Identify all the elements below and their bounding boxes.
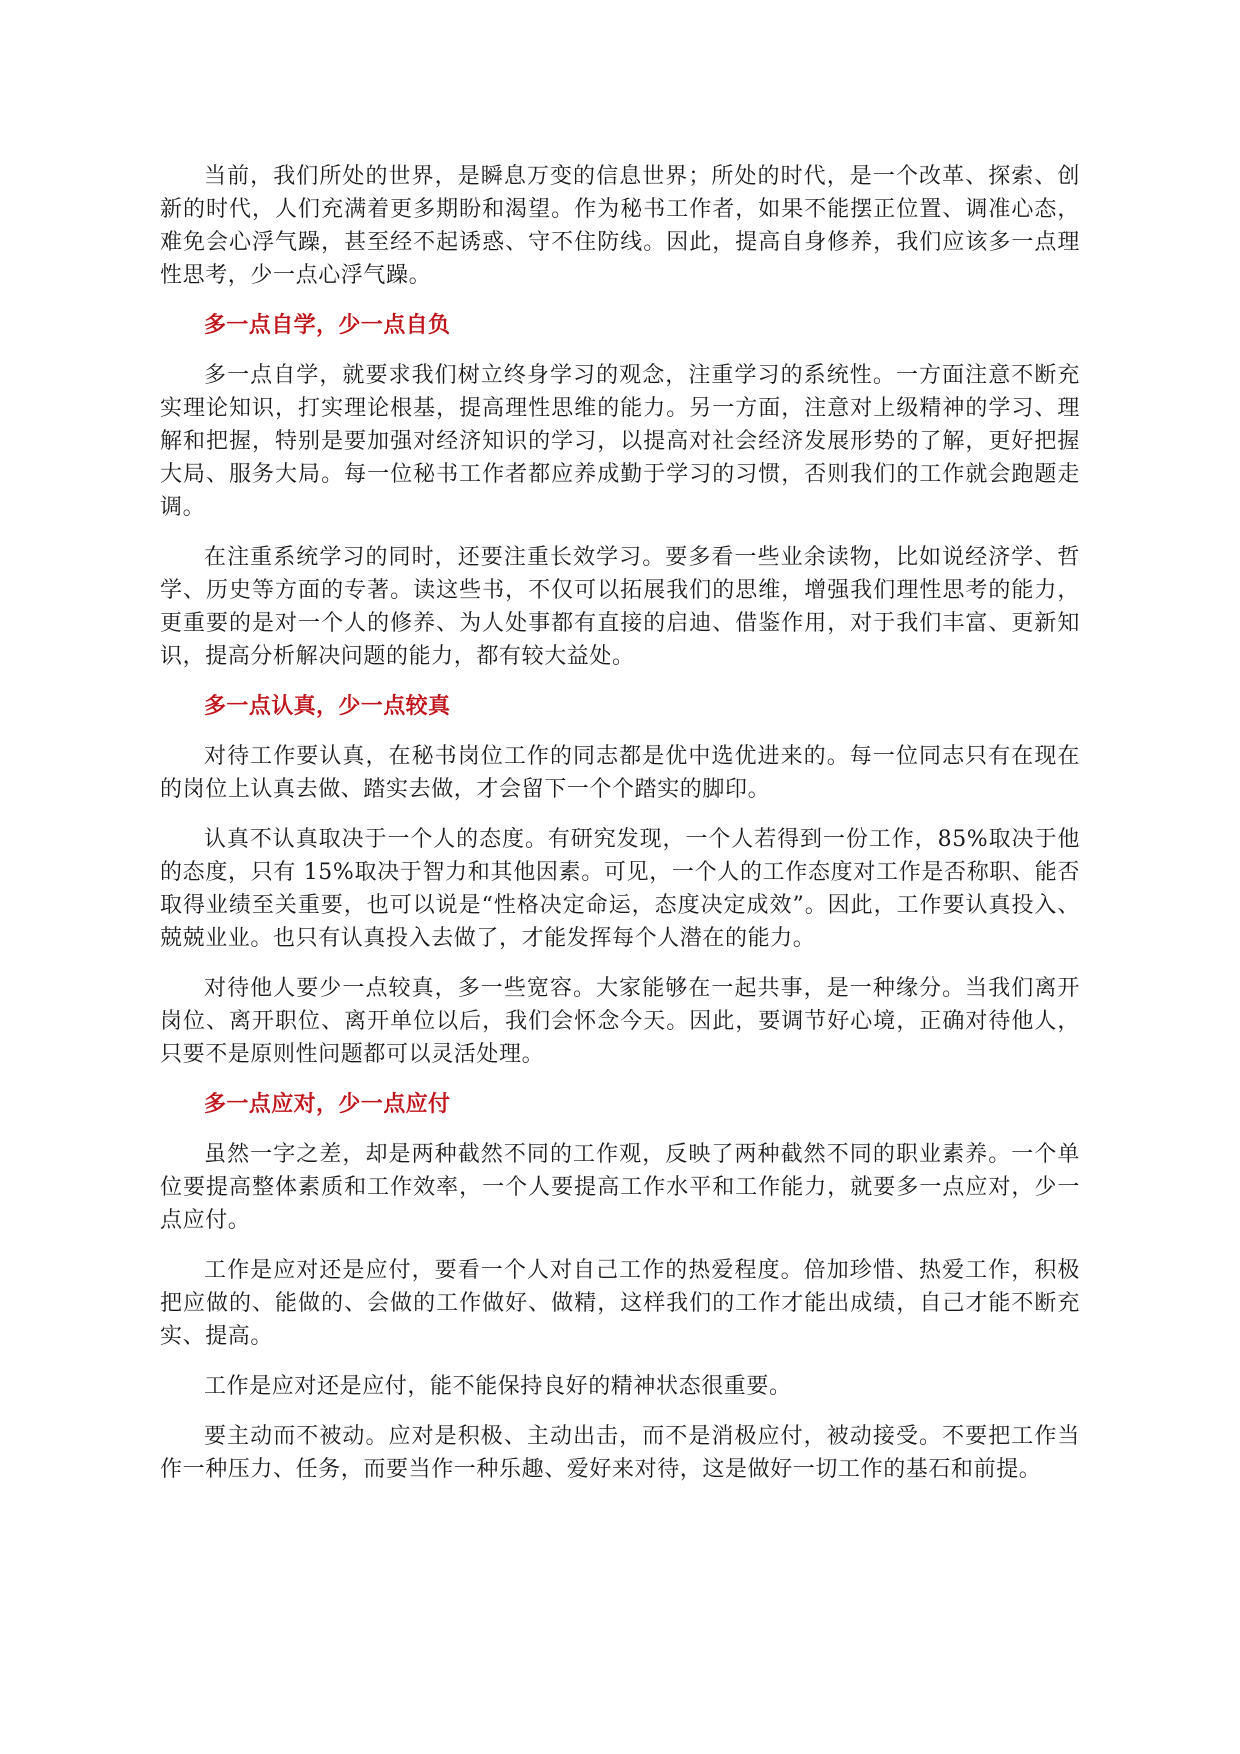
paragraph: 工作是应对还是应付，要看一个人对自己工作的热爱程度。倍加珍惜、热爱工作，积极把应做的、能做的、会做的工作做好、做精，这样我们的工作才能出成绩，自己才能不断充实、提高。 — [160, 1258, 1080, 1349]
intro-paragraph: 当前，我们所处的世界，是瞬息万变的信息世界；所处的时代，是一个改革、探索、创新的时代，人们充满着更多期盼和渴望。作为秘书工作者，如果不能摆正位置、调准心态，难免会心浮气躁，甚至经不起诱惑、守不住防线。因此，提高自身修养，我们应该多一点理性思考，少一点心浮气躁。 — [160, 164, 1080, 288]
document-page — [160, 160, 1080, 1503]
paragraph: 在注重系统学习的同时，还要注重长效学习。要多看一些业余读物，比如说经济学、哲学、历史等方面的专著。读这些书，不仅可以拓展我们的思维，增强我们理性思考的能力，更重要的是对一个人的修养、为人处事都有直接的启迪、借鉴作用，对于我们丰富、更新知识，提高分析解决问题的能力，都有较大益处。 — [160, 545, 1080, 669]
paragraph: 虽然一字之差，却是两种截然不同的工作观，反映了两种截然不同的职业素养。一个单位要提高整体素质和工作效率，一个人要提高工作水平和工作能力，就要多一点应对，少一点应付。 — [160, 1142, 1080, 1233]
paragraph: 工作是应对还是应付，能不能保持良好的精神状态很重要。 — [204, 1374, 792, 1399]
paragraph: 对待他人要少一点较真，多一些宽容。大家能够在一起共事，是一种缘分。当我们离开岗位、离开职位、离开单位以后，我们会怀念今天。因此，要调节好心境，正确对待他人，只要不是原则性问题都可以灵活处理。 — [160, 976, 1080, 1067]
section-heading-earnestness: 多一点认真，少一点较真 — [204, 693, 451, 719]
paragraph: 对待工作要认真，在秘书岗位工作的同志都是优中选优进来的。每一位同志只有在现在的岗位上认真去做、踏实去做，才会留下一个个踏实的脚印。 — [160, 744, 1080, 802]
paragraph: 要主动而不被动。应对是积极、主动出击，而不是消极应付，被动接受。不要把工作当作一种压力、任务，而要当作一种乐趣、爱好来对待，这是做好一切工作的基石和前提。 — [160, 1424, 1080, 1482]
section-heading-response: 多一点应对，少一点应付 — [204, 1091, 451, 1117]
paragraph: 多一点自学，就要求我们树立终身学习的观念，注重学习的系统性。一方面注意不断充实理论知识，打实理论根基，提高理性思维的能力。另一方面，注意对上级精神的学习、理解和把握，特别是要加强对经济知识的学习，以提高对社会经济发展形势的了解，更好把握大局、服务大局。每一位秘书工作者都应养成勤于学习的习惯，否则我们的工作就会跑题走调。 — [160, 363, 1080, 520]
paragraph: 认真不认真取决于一个人的态度。有研究发现，一个人若得到一份工作，85%取决于他的态度，只有 15%取决于智力和其他因素。可见，一个人的工作态度对工作是否称职、能否取得业绩至关重要，也可以说是“性格决定命运，态度决定成效”。因此，工作要认真投入、兢兢业业。也只有认真投入去做了，才能发挥每个人潜在的能力。 — [160, 827, 1080, 951]
section-heading-self-study: 多一点自学，少一点自负 — [204, 312, 451, 338]
